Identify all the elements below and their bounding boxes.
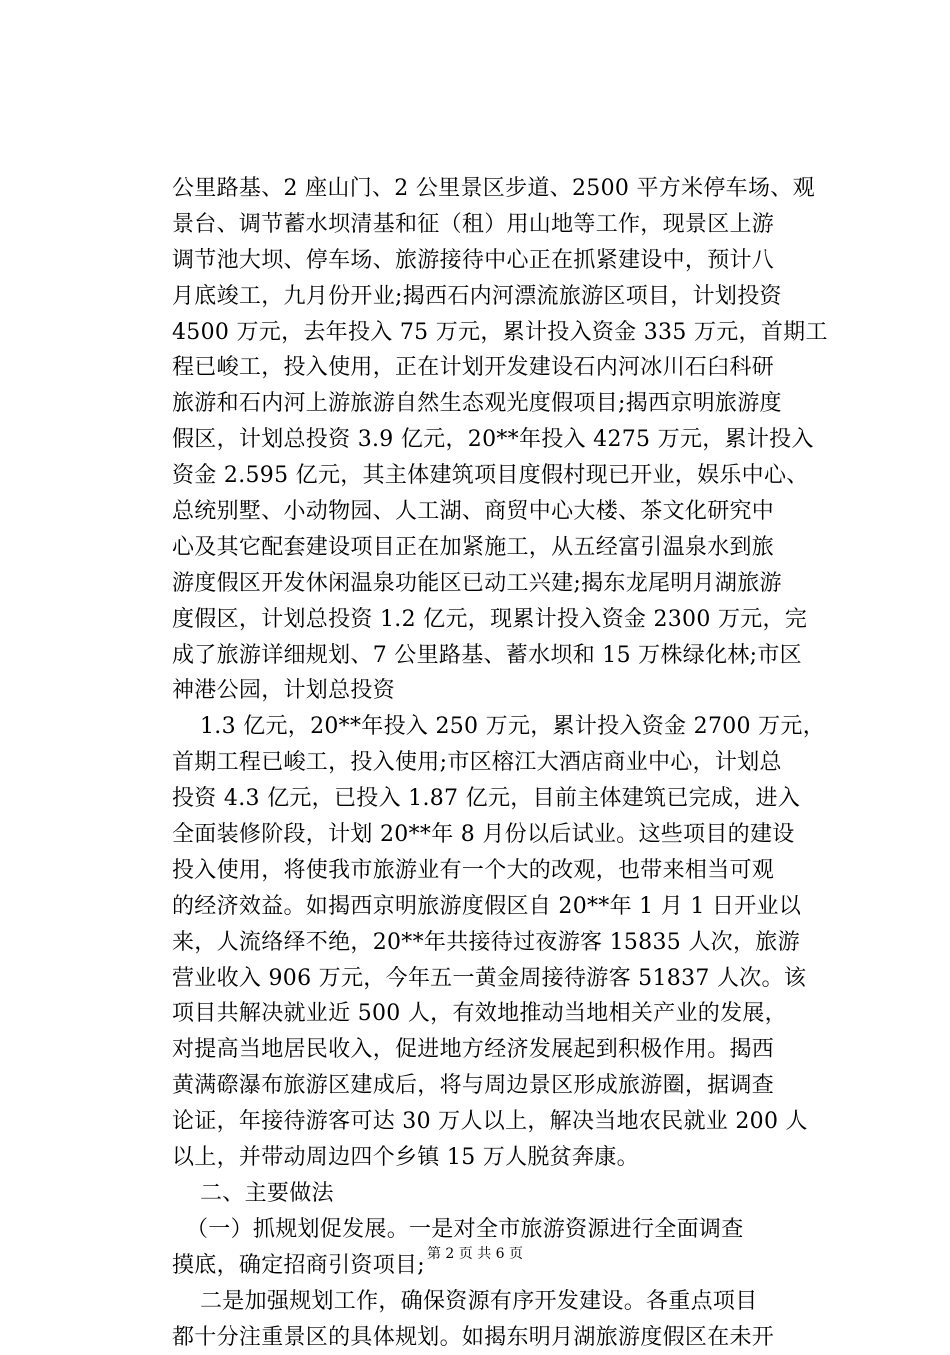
text-line: 来，人流络绎不绝，20**年共接待过夜游客 15835 人次，旅游: [172, 925, 792, 961]
text-line: 调节池大坝、停车场、旅游接待中心正在抓紧建设中，预计八: [172, 243, 792, 279]
section-heading: 二、主要做法: [172, 1176, 792, 1212]
text-line: 成了旅游详细规划、7 公里路基、蓄水坝和 15 万株绿化林;市区: [172, 638, 792, 674]
text-line: 4500 万元，去年投入 75 万元，累计投入资金 335 万元，首期工: [172, 315, 792, 351]
text-line: 首期工程已峻工，投入使用;市区榕江大酒店商业中心，计划总: [172, 745, 792, 781]
text-line: 资金 2.595 亿元，其主体建筑项目度假村现已开业，娱乐中心、: [172, 458, 792, 494]
text-line: 都十分注重景区的具体规划。如揭东明月湖旅游度假区在未开: [172, 1320, 792, 1355]
document-body: [172, 171, 792, 1355]
text-line: 项目共解决就业近 500 人，有效地推动当地相关产业的发展，: [172, 996, 792, 1032]
page-number-footer: 第 2 页 共 6 页: [0, 1244, 950, 1264]
text-line: 投资 4.3 亿元，已投入 1.87 亿元，目前主体建筑已完成，进入: [172, 781, 792, 817]
text-line: 旅游和石内河上游旅游自然生态观光度假项目;揭西京明旅游度: [172, 386, 792, 422]
text-line: 神港公园，计划总投资: [172, 673, 792, 709]
text-line: 全面装修阶段，计划 20**年 8 月份以后试业。这些项目的建设: [172, 817, 792, 853]
text-line: 投入使用，将使我市旅游业有一个大的改观，也带来相当可观: [172, 853, 792, 889]
text-line: 的经济效益。如揭西京明旅游度假区自 20**年 1 月 1 日开业以: [172, 889, 792, 925]
text-line: 二是加强规划工作，确保资源有序开发建设。各重点项目: [172, 1284, 792, 1320]
text-line: 对提高当地居民收入，促进地方经济发展起到积极作用。揭西: [172, 1032, 792, 1068]
text-line: 假区，计划总投资 3.9 亿元，20**年投入 4275 万元，累计投入: [172, 422, 792, 458]
text-line: 游度假区开发休闲温泉功能区已动工兴建;揭东龙尾明月湖旅游: [172, 566, 792, 602]
text-line: 度假区，计划总投资 1.2 亿元，现累计投入资金 2300 万元，完: [172, 602, 792, 638]
text-line: 总统别墅、小动物园、人工湖、商贸中心大楼、茶文化研究中: [172, 494, 792, 530]
text-line: 公里路基、2 座山门、2 公里景区步道、2500 平方米停车场、观: [172, 171, 792, 207]
text-line: 摸底，确定招商引资项目;: [172, 1248, 792, 1284]
text-line: 营业收入 906 万元，今年五一黄金周接待游客 51837 人次。该: [172, 961, 792, 997]
text-line: 心及其它配套建设项目正在加紧施工，从五经富引温泉水到旅: [172, 530, 792, 566]
text-line: 程已峻工，投入使用，正在计划开发建设石内河冰川石臼科研: [172, 350, 792, 386]
text-line: （一）抓规划促发展。一是对全市旅游资源进行全面调查: [172, 1212, 792, 1248]
text-line: 论证，年接待游客可达 30 万人以上，解决当地农民就业 200 人: [172, 1104, 792, 1140]
text-line: 以上，并带动周边四个乡镇 15 万人脱贫奔康。: [172, 1140, 792, 1176]
text-line: 1.3 亿元，20**年投入 250 万元，累计投入资金 2700 万元，: [172, 709, 792, 745]
text-line: 景台、调节蓄水坝清基和征（租）用山地等工作，现景区上游: [172, 207, 792, 243]
text-line: 黄满磜瀑布旅游区建成后，将与周边景区形成旅游圈，据调查: [172, 1068, 792, 1104]
text-line: 月底竣工，九月份开业;揭西石内河漂流旅游区项目，计划投资: [172, 279, 792, 315]
